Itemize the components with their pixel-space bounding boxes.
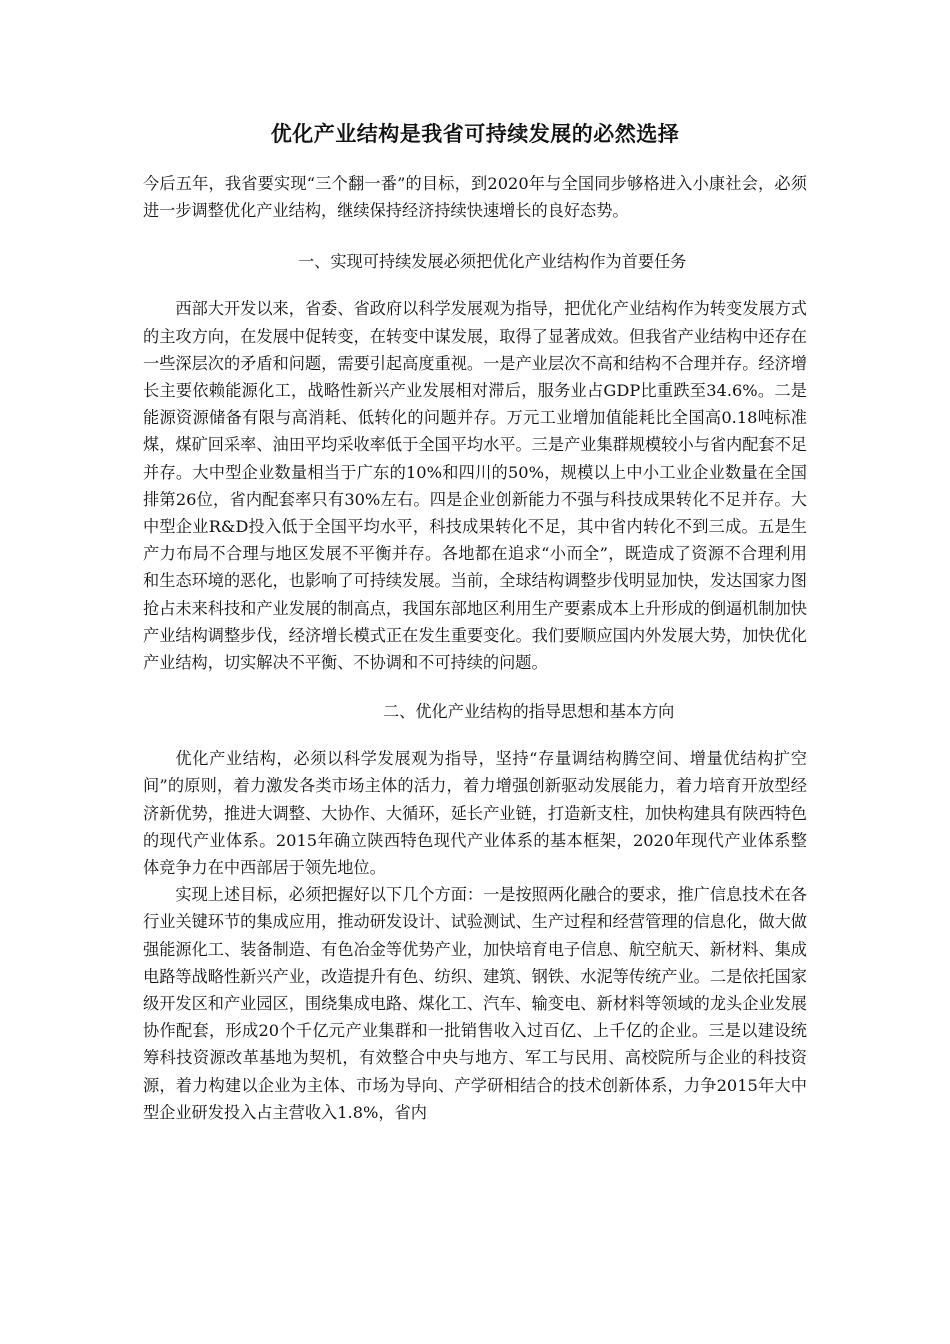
section-1-paragraph: 西部大开发以来，省委、省政府以科学发展观为指导，把优化产业结构作为转变发展方式的主攻方向，在发展中促转变，在转变中谋发展，取得了显著成效。但我省产业结构中还存在一些深层次的矛盾和问题，需要引起高度重视。一是产业层次不高和结构不合理并存。经济增长主要依赖能源化工，战略性新兴产业发展相对滞后，服务业占GDP比重跌至34.6%。二是能源资源储备有限与高消耗、低转化的问题并存。万元工业增加值能耗比全国高0.18吨标准煤，煤矿回采率、油田平均采收率低于全国平均水平。三是产业集群规模较小与省内配套不足并存。大中型企业数量相当于广东的10%和四川的50%，规模以上中小工业企业数量在全国排第26位，省内配套率只有30%左右。四是企业创新能力不强与科技成果转化不足并存。大中型企业R&D投入低于全国平均水平，科技成果转化不足，其中省内转化不到三成。五是生产力布局不合理与地区发展不平衡并存。各地都在追求“小而全”，既造成了资源不合理利用和生态环境的恶化，也影响了可持续发展。当前，全球结构调整步伐明显加快，发达国家力图抢占未来科技和产业发展的制高点，我国东部地区利用生产要素成本上升形成的倒逼机制加快产业结构调整步伐，经济增长模式正在发生重要变化。我们要顺应国内外发展大势，加快优化产业结构，切实解决不平衡、不协调和不可持续的问题。 <box>143 299 807 673</box>
section-2-paragraph-2: 实现上述目标，必须把握好以下几个方面：一是按照两化融合的要求，推广信息技术在各行业关键环节的集成应用，推动研发设计、试验测试、生产过程和经营管理的信息化，做大做强能源化工、装备制造、有色冶金等优势产业，加快培育电子信息、航空航天、新材料、集成电路等战略性新兴产业，改造提升有色、纺织、建筑、钢铁、水泥等传统产业。二是依托国家级开发区和产业园区，围绕集成电路、煤化工、汽车、输变电、新材料等领域的龙头企业发展协作配套，形成20个千亿元产业集群和一批销售收入过百亿、上千亿的企业。三是以建设统筹科技资源改革基地为契机，有效整合中央与地方、军工与民用、高校院所与企业的科技资源，着力构建以企业为主体、市场为导向、产学研相结合的技术创新体系，力争2015年大中型企业研发投入占主营收入1.8%，省内 <box>143 885 807 1122</box>
document-page <box>143 118 807 1126</box>
section-1-heading: 一、实现可持续发展必须把优化产业结构作为首要任务 <box>298 252 687 272</box>
section-2-paragraph-1: 优化产业结构，必须以科学发展观为指导，坚持“存量调结构腾空间、增量优结构扩空间”的原则，着力激发各类市场主体的活力，着力增强创新驱动发展能力，着力培育开放型经济新优势，推进大调整、大协作、大循环，延长产业链，打造新支柱，加快构建具有陕西特色的现代产业体系。2015年确立陕西特色现代产业体系的基本框架，2020年现代产业体系整体竞争力在中西部居于领先地位。 <box>143 749 807 878</box>
intro-paragraph: 今后五年，我省要实现“三个翻一番”的目标，到2020年与全国同步够格进入小康社会，必须进一步调整优化产业结构，继续保持经济持续快速增长的良好态势。 <box>143 174 807 221</box>
document-title: 优化产业结构是我省可持续发展的必然选择 <box>270 122 680 146</box>
section-2-heading: 二、优化产业结构的指导思想和基本方向 <box>383 702 675 722</box>
